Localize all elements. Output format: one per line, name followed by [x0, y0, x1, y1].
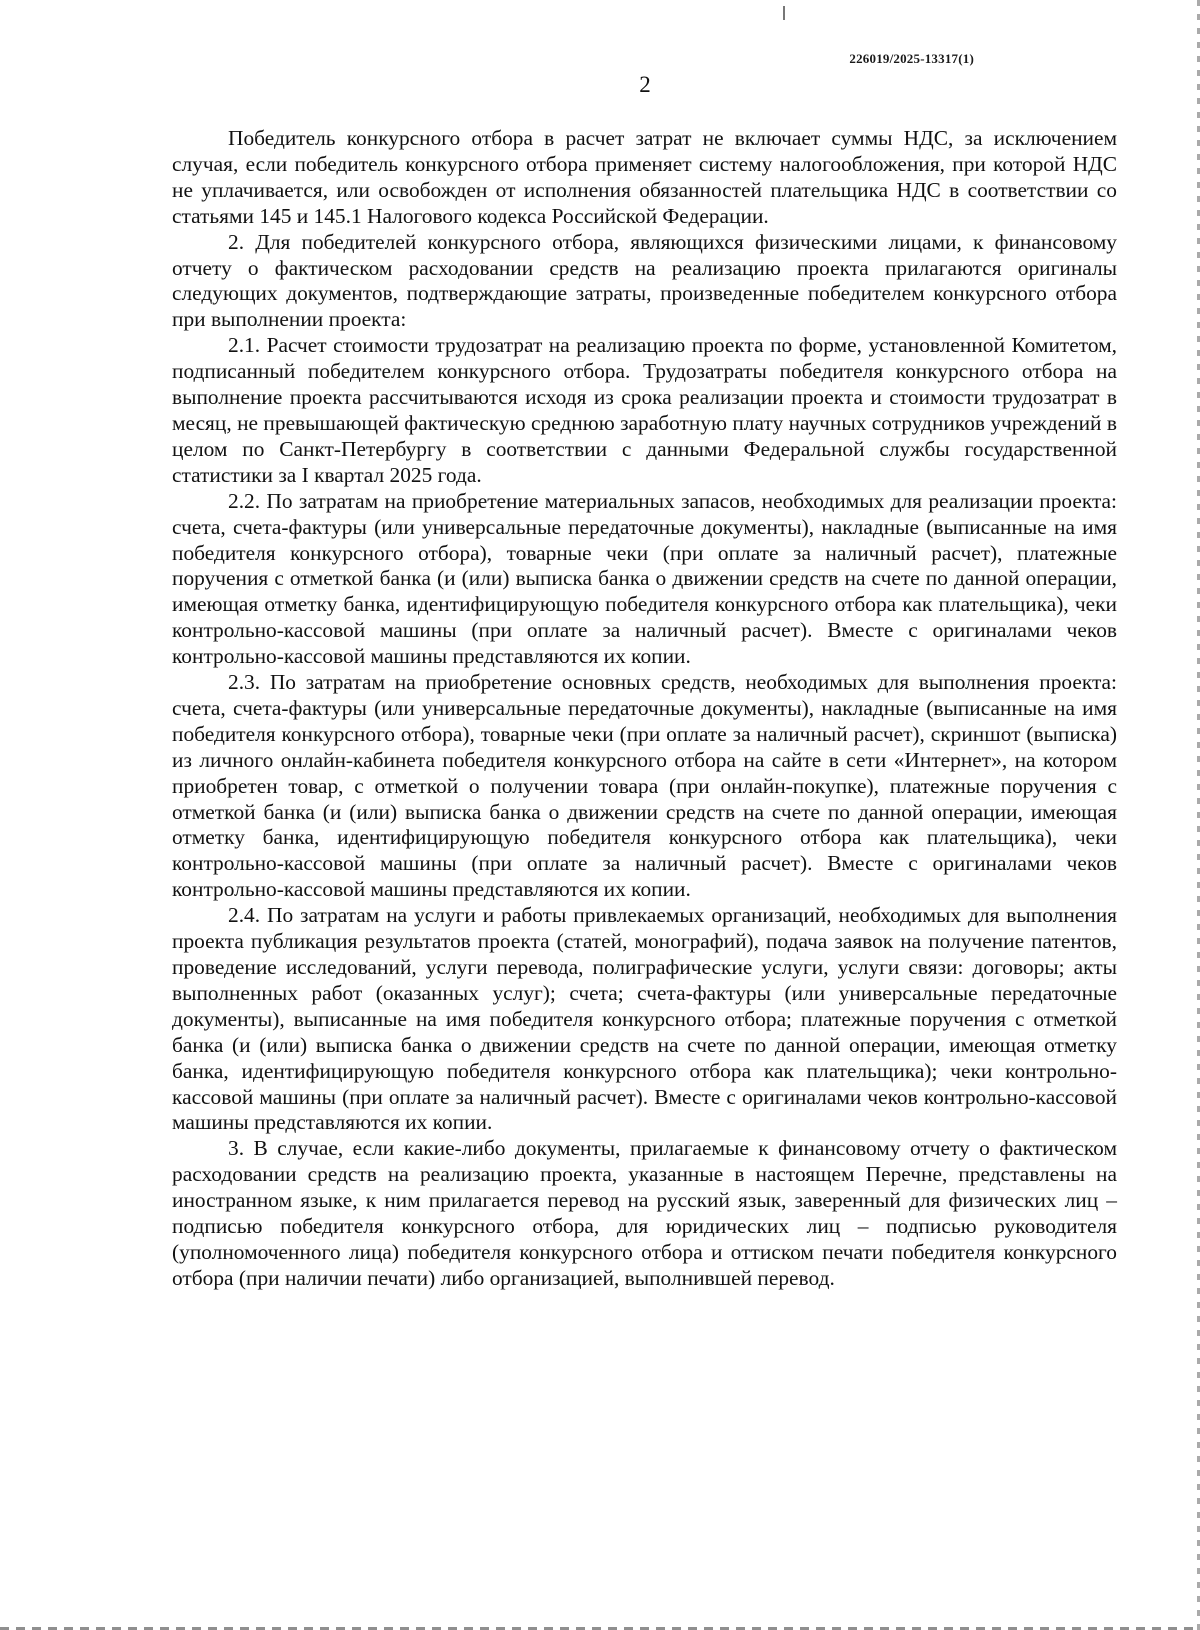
- paragraph-2-1: 2.1. Расчет стоимости трудозатрат на реализацию проекта по форме, установленной Комитетом, подписанный победителем конкурсного отбора. Трудозатраты победителя конкурсного отбора на выполнение проекта рассчитываются исходя из срока реализации проекта и стоимости трудозатрат в месяц, не превышающей фактическую среднюю заработную плату научных сотрудников учреждений в целом по Санкт-Петербургу в соответствии с данными Федеральной службы государственной статистики за I квартал 2025 года.: [172, 333, 1117, 487]
- page-number: 2: [639, 72, 651, 97]
- paragraph-2-3: 2.3. По затратам на приобретение основных средств, необходимых для выполнения проекта: счета, счета-фактуры (или универсальные передаточные документы), накладные (выписанные на имя победителя конкурсного отбора), товарные чеки (при оплате за наличный расчет), скриншот (выписка) из личного онлайн-кабинета победителя конкурсного отбора на сайте в сети «Интернет», на котором приобретен товар, с отметкой о получении товара (при онлайн-покупке), платежные поручения с отметкой банка (и (или) выписка банка о движении средств на счете по данной операции, имеющая отметку банка, идентифицирующую победителя конкурсного отбора как плательщика), чеки контрольно-кассовой машины (при оплате за наличный расчет). Вместе с оригиналами чеков контрольно-кассовой машины представляются их копии.: [172, 670, 1117, 902]
- paragraph-2-4: 2.4. По затратам на услуги и работы привлекаемых организаций, необходимых для выполнения проекта публикация результатов проекта (статей, монографий), подача заявок на получение патентов, проведение исследований, услуги перевода, полиграфические услуги, услуги связи: договоры; акты выполненных работ (оказанных услуг); счета; счета-фактуры (или универсальные передаточные документы), выписанные на имя победителя конкурсного отбора; платежные поручения с отметкой банка (и (или) выписка банка о движении средств на счете по данной операции, имеющая отметку банка, идентифицирующую победителя конкурсного отбора как плательщика); чеки контрольно-кассовой машины (при оплате за наличный расчет). Вместе с оригиналами чеков контрольно-кассовой машины представляются их копии.: [172, 903, 1117, 1135]
- document-registration-number: 226019/2025-13317(1): [849, 51, 974, 66]
- paragraph-vat: Победитель конкурсного отбора в расчет затрат не включает суммы НДС, за исключением случая, если победитель конкурсного отбора применяет систему налогообложения, при которой НДС не уплачивается, или освобожден от исполнения обязанностей плательщика НДС в соответствии со статьями 145 и 145.1 Налогового кодекса Российской Федерации.: [172, 126, 1117, 228]
- paragraph-2-2: 2.2. По затратам на приобретение материальных запасов, необходимых для реализации проекта: счета, счета-фактуры (или универсальные передаточные документы), накладные (выписанные на имя победителя конкурсного отбора), товарные чеки (при оплате за наличный расчет), платежные поручения с отметкой банка (и (или) выписка банка о движении средств на счете по данной операции, имеющая отметку банка, идентифицирующую победителя конкурсного отбора как плательщика), чеки контрольно-кассовой машины (при оплате за наличный расчет). Вместе с оригиналами чеков контрольно-кассовой машины представляются их копии.: [172, 488, 1117, 669]
- scan-artifact-mark: [783, 6, 785, 20]
- paragraph-3: 3. В случае, если какие-либо документы, прилагаемые к финансовому отчету о фактическом расходовании средств на реализацию проекта, указанные в настоящем Перечне, представлены на иностранном языке, к ним прилагается перевод на русский язык, заверенный для физических лиц – подписью победителя конкурсного отбора, для юридических лиц – подписью руководителя (уполномоченного лица) победителя конкурсного отбора и оттиском печати победителя конкурсного отбора (при наличии печати) либо организацией, выполнившей перевод.: [172, 1136, 1117, 1290]
- paragraph-2: 2. Для победителей конкурсного отбора, являющихся физическими лицами, к финансовому отчету о фактическом расходовании средств на реализацию проекта прилагаются оригиналы следующих документов, подтверждающие затраты, произведенные победителем конкурсного отбора при выполнении проекта:: [172, 229, 1117, 332]
- document-body: [172, 126, 1117, 1292]
